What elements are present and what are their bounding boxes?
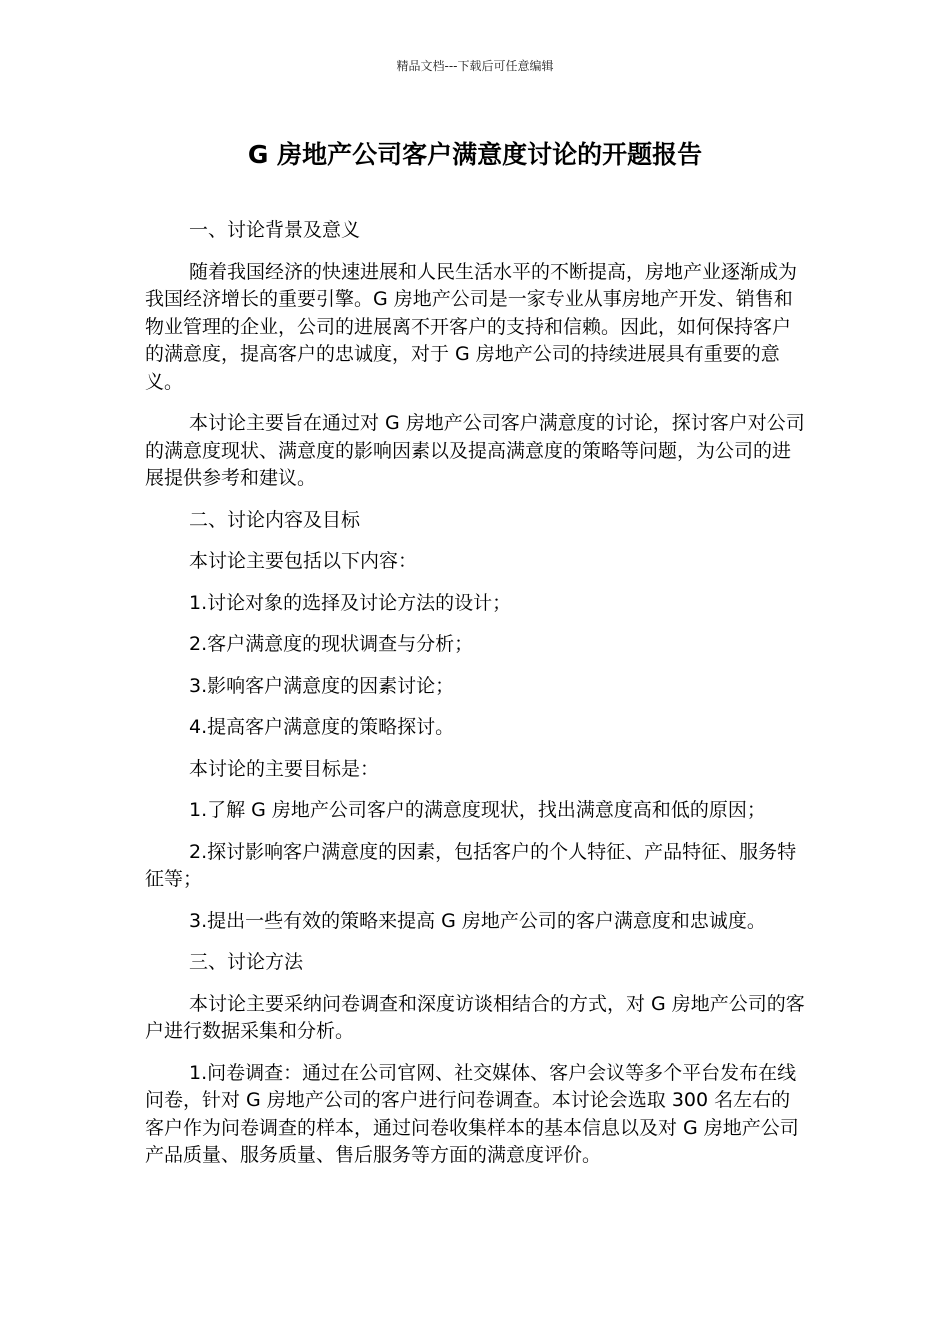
document-title: G 房地产公司客户满意度讨论的开题报告	[247, 140, 703, 169]
section-heading-method: 三、讨论方法	[189, 951, 304, 973]
paragraph-goals-intro: 本讨论的主要目标是：	[189, 757, 380, 780]
list-item-content-2: 2.客户满意度的现状调查与分析；	[189, 633, 474, 655]
list-item-content-4: 4.提高客户满意度的策略探讨。	[189, 716, 455, 738]
list-item-goal-1: 1.了解 G 房地产公司客户的满意度现状，找出满意度高和低的原因；	[189, 799, 766, 821]
paragraph-method-intro: 本讨论主要采纳问卷调查和深度访谈相结合的方式，对 G 房地产公司的客户进行数据采集和分析。	[145, 992, 805, 1042]
list-item-goal-2: 2.探讨影响客户满意度的因素，包括客户的个人特征、产品特征、服务特征等；	[145, 840, 797, 890]
page-header-note: 精品文档---下载后可任意编辑	[396, 59, 554, 73]
section-heading-background: 一、讨论背景及意义	[189, 219, 361, 241]
paragraph-content-intro: 本讨论主要包括以下内容：	[189, 550, 418, 572]
paragraph-purpose: 本讨论主要旨在通过对 G 房地产公司客户满意度的讨论，探讨客户对公司的满意度现状、满意度的影响因素以及提高满意度的策略等问题，为公司的进展提供参考和建议。	[145, 412, 805, 489]
section-heading-content: 二、讨论内容及目标	[189, 508, 361, 531]
document-body	[145, 217, 805, 1184]
list-item-content-3: 3.影响客户满意度的因素讨论；	[189, 674, 455, 697]
list-item-goal-3: 3.提出一些有效的策略来提高 G 房地产公司的客户满意度和忠诚度。	[189, 909, 766, 932]
list-item-content-1: 1.讨论对象的选择及讨论方法的设计；	[189, 591, 512, 614]
paragraph-background: 随着我国经济的快速进展和人民生活水平的不断提高，房地产业逐渐成为我国经济增长的重要引擎。G 房地产公司是一家专业从事房地产开发、销售和物业管理的企业，公司的进展离不开客户的支持和信赖。因此，如何保持客户的满意度，提高客户的忠诚度，对于 G 房地产公司的持续进展具有重要的意义。	[145, 260, 798, 393]
list-item-method-1: 1.问卷调查：通过在公司官网、社交媒体、客户会议等多个平台发布在线问卷，针对 G 房地产公司的客户进行问卷调查。本讨论会选取 300 名左右的客户作为问卷调查的样本，通过问卷收集样本的基本信息以及对 G 房地产公司产品质量、服务质量、售后服务等方面的满意度评价。	[145, 1061, 799, 1166]
